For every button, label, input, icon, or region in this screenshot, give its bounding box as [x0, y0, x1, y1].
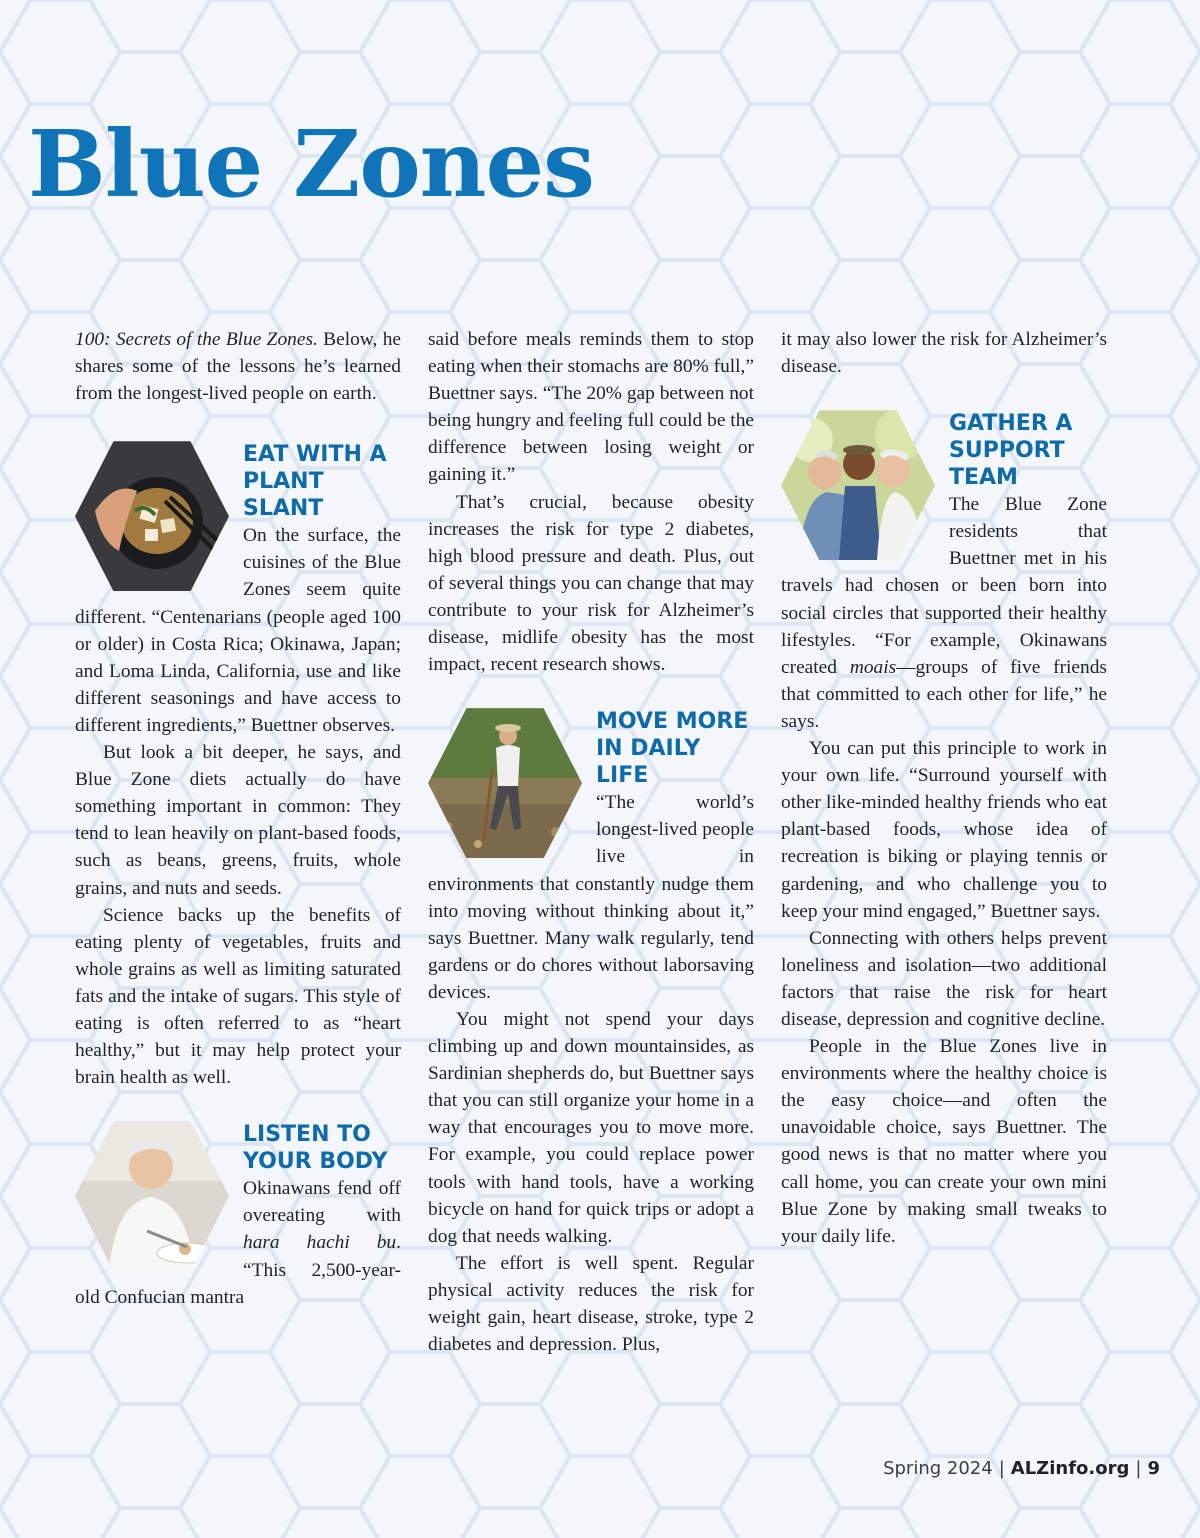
term-hara-hachi-bu: hara hachi bu [243, 1232, 397, 1254]
paragraph: On the surface, the cuisines of the Blue Zones seem quite different. “Centenarians (people aged 100 or older) in Costa Rica; Okinawa, Japan; and Loma Linda, California, use and like different seasonings and have access to different ingredients,” Buettner observes. [75, 525, 401, 736]
issue-date: Spring 2024 [883, 1458, 993, 1479]
section-heading-move: MOVE MORE IN DAILY LIFE [596, 709, 749, 789]
paragraph: Connecting with others helps prevent loneliness and isolation—two additional factors that raise the risk for heart disease, depression and cognitive decline. [781, 927, 1107, 1030]
intro-paragraph: 100: Secrets of the Blue Zones. Below, he shares some of the lessons he’s learned from the longest-lived people on earth. [75, 329, 401, 405]
site-link[interactable]: ALZinfo.org [1010, 1458, 1130, 1479]
paragraph: Okinawans fend off overeating with hara hachi bu. “This 2,500-year-old Confucian mantra [75, 1178, 401, 1308]
paragraph: The Blue Zone residents that Buettner met in his travels had chosen or been born into social circles that supported their healthy lifestyles. “For example, Okinawans created moais—groups of five friends that committed to each other for life,” he says. [781, 494, 1107, 732]
term-moais: moais [849, 656, 897, 678]
section-heading-listen: LISTEN TO YOUR BODY [243, 1122, 388, 1175]
paragraph: it may also lower the risk for Alzheimer’s disease. [781, 329, 1107, 378]
paragraph: “The world’s longest-lived people live in environments that constantly nudge them into moving without thinking about it,” says Buettner. Many walk regularly, tend gardens or do chores without laborsaving devices. [428, 792, 754, 1003]
paragraph: The effort is well spent. Regular physical activity reduces the risk for weight gain, heart disease, stroke, type 2 diabetes and depression. Plus, [428, 1252, 754, 1356]
section-move [428, 708, 754, 1358]
paragraph: You might not spend your days climbing up and down mountainsides, as Sardinian shepherds do, but Buettner says that you can still organize your home in a way that encourages you to move more. For example, you could replace power tools with hand tools, have a working bicycle on hand for quick trips or adopt a dog that needs walking. [428, 1008, 754, 1247]
section-heading-eat: EAT WITH A PLANT SLANT [243, 442, 387, 522]
section-heading-gather: GATHER A SUPPORT TEAM [949, 411, 1073, 491]
section-listen [75, 1121, 401, 1310]
paragraph: People in the Blue Zones live in environments where the healthy choice is the easy choice—and often the unavoidable choice, says Buettner. The good news is that no matter where you call home, you can create your own mini Blue Zone by making small tweaks to your daily life. [781, 1036, 1107, 1247]
paragraph: But look a bit deeper, he says, and Blue Zone diets actually do have something important in common: They tend to lean heavily on plant-based foods, such as beans, greens, fruits, whole grains, and nuts and seeds. [75, 742, 401, 899]
paragraph: That’s crucial, because obesity increases the risk for type 2 diabetes, high blood pressure and death. Plus, out of several things you can change that may contribute to your risk for Alzheimer’s disease, midlife obesity has the most impact, recent research shows. [428, 491, 754, 676]
footer-separator: | [1135, 1458, 1142, 1479]
column-2 [428, 326, 754, 1358]
paragraph: You can put this principle to work in your own life. “Surround yourself with other like-minded healthy friends who eat plant-based foods, whose idea of recreation is biking or playing tennis or gardening, and who challenge you to keep your mind engaged,” Buettner says. [781, 738, 1107, 922]
footer-separator: | [998, 1458, 1005, 1479]
column-1 [75, 326, 401, 1311]
page-title: Blue Zones [28, 110, 594, 218]
book-title: 100: Secrets of the Blue Zones. [75, 329, 318, 350]
page-footer [883, 1458, 1160, 1479]
paragraph: said before meals reminds them to stop eating when their stomachs are 80% full,” Buettner says. “The 20% gap between not being hungry and feeling full could be the difference between losing weight or gaining it.” [428, 329, 754, 486]
column-3 [781, 326, 1107, 1250]
paragraph: Science backs up the benefits of eating plenty of vegetables, fruits and whole grains as well as limiting saturated fats and the intake of sugars. This style of eating is often referred to as “heart healthy,” but it may help protect your brain health as well. [75, 904, 401, 1089]
section-gather [781, 410, 1107, 1250]
section-eat [75, 441, 401, 1091]
page-number: 9 [1147, 1458, 1160, 1479]
